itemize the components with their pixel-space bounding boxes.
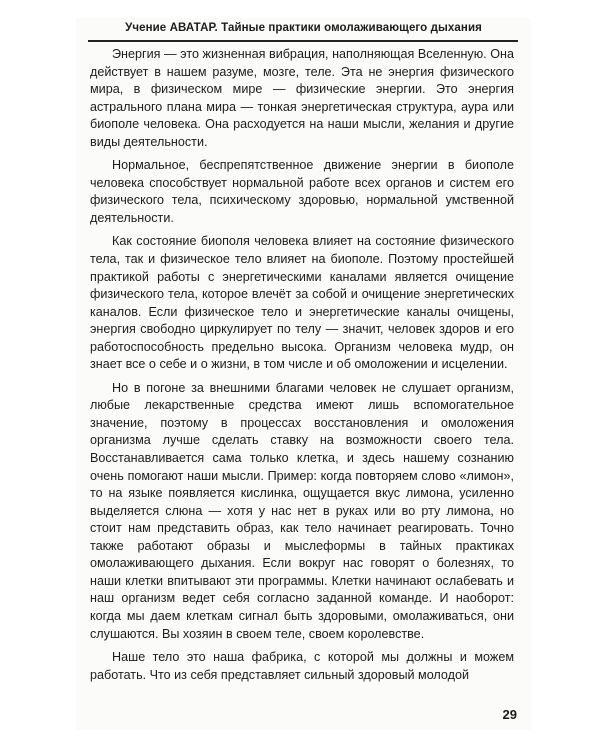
paragraph-4: Но в погоне за внешними благами человек не слушает организм, любые лекарственные средства имеют лишь вспомогательное значение, поэтому в процессах восстановления и омоложения организма лучше сделать ставку на возможности своего тела. Восстанавливается сама только клетка, и здесь нашему сознанию очень помогают наши мысли. Пример: когда повторяем слово «лимон», то на языке появляется кислинка, ощущается вкус лимона, усиленно выделяется слюна — хотя у нас нет в руках или во рту лимона, но стоит нам представить образ, как тело начинает реагировать. Точно также работают образы и мыслеформы в тайных практиках омолаживающего дыхания. Если вокруг нас говорят о болезнях, то наши клетки впитывают эти программы. Клетки начинают ослабевать и наш организм ведет себя согласно заданной команде. И наоборот: когда мы даем клеткам сигнал быть здоровыми, омолаживаться, они слушаются. Вы хозяин в своем теле, своем королевстве. bbox=[90, 380, 514, 641]
header-rule bbox=[88, 40, 518, 42]
page-number: 29 bbox=[502, 707, 517, 722]
paragraph-1: Энергия — это жизненная вибрация, наполняющая Вселенную. Она действует в нашем разуме, мозге, теле. Эта не энергия физического мира, в физическом мире — физические энергии. Это энергия астрального плана мира — тонкая энергетическая структура, аура или биополе человека. Она расходуется на наши мысли, желания и другие виды деятельности. bbox=[90, 47, 514, 149]
page-body bbox=[90, 46, 514, 690]
paragraph-3: Как состояние биополя человека влияет на состояние физического тела, так и физическое тело влияет на биополе. Поэтому простейшей практикой работы с энергетическими каналами является очищение физического тела, которое влечёт за собой и очищение энергетических каналов. Если физическое тело и энергетические каналы очищены, энергия свободно циркулирует по телу — значит, человек здоров и его работоспособность предельно высока. Организм человека мудр, он знает все о себе и о жизни, в том числе и об омоложении и исцелении. bbox=[90, 234, 514, 372]
book-page bbox=[76, 18, 531, 730]
running-header: Учение АВАТАР. Тайные практики омолаживающего дыхания bbox=[125, 22, 482, 34]
paragraph-5: Наше тело это наша фабрика, с которой мы должны и можем работать. Что из себя представляет сильный здоровый молодой bbox=[90, 650, 514, 682]
paragraph-2: Нормальное, беспрепятственное движение энергии в биополе человека способствует нормальной работе всех органов и систем его физического тела, психическому здоровью, нормальной умственной деятельности. bbox=[90, 158, 514, 225]
